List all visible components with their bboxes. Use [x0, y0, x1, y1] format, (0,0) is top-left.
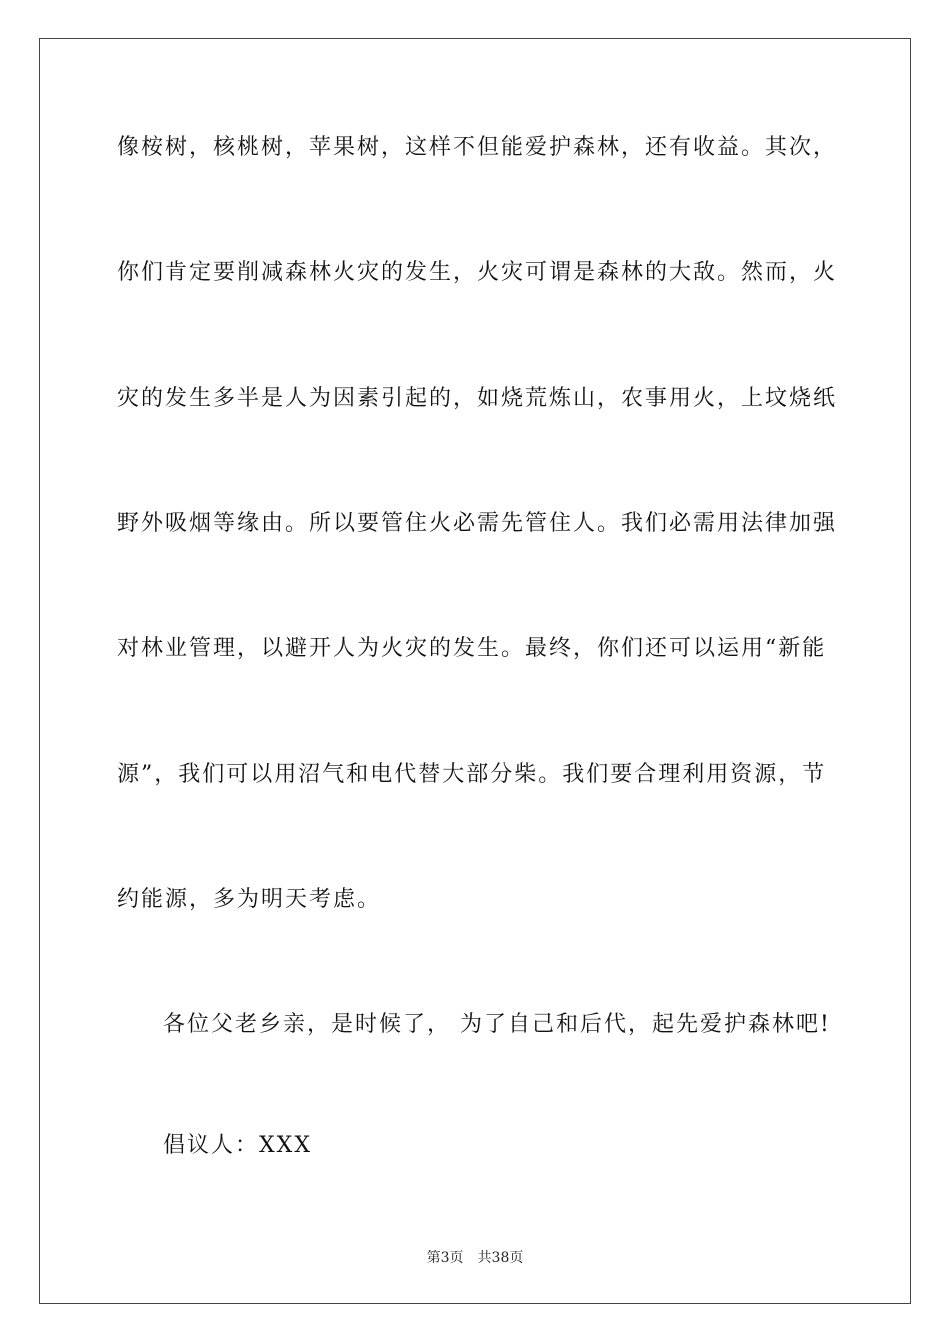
body-line-3: 灾的发生多半是人为因素引起的，如烧荒炼山，农事用火，上坟烧纸 [117, 386, 838, 411]
signer-line: 倡议人：XXX [163, 1133, 312, 1158]
body-line-2: 你们肯定要削减森林火灾的发生，火灾可谓是森林的大敌。然而，火 [117, 260, 838, 285]
body-line-5: 对林业管理，以避开人为火灾的发生。最终，你们还可以运用“新能 [117, 636, 827, 661]
body-line-1: 像桉树，核桃树，苹果树，这样不但能爱护森林，还有收益。其次， [117, 135, 838, 160]
page-border [39, 38, 911, 1304]
body-line-7: 约能源，多为明天考虑。 [117, 887, 382, 912]
current-page-indicator: 第3页 [426, 1250, 464, 1266]
body-line-6: 源”，我们可以用沼气和电代替大部分柴。我们要合理利用资源，节 [117, 762, 827, 787]
page-footer [0, 1250, 950, 1266]
total-pages-indicator: 共38页 [477, 1250, 524, 1266]
body-line-4: 野外吸烟等缘由。所以要管住火必需先管住人。我们必需用法律加强 [117, 511, 838, 536]
appeal-paragraph: 各位父老乡亲，是时候了， 为了自己和后代，起先爱护森林吧! [163, 1012, 831, 1037]
